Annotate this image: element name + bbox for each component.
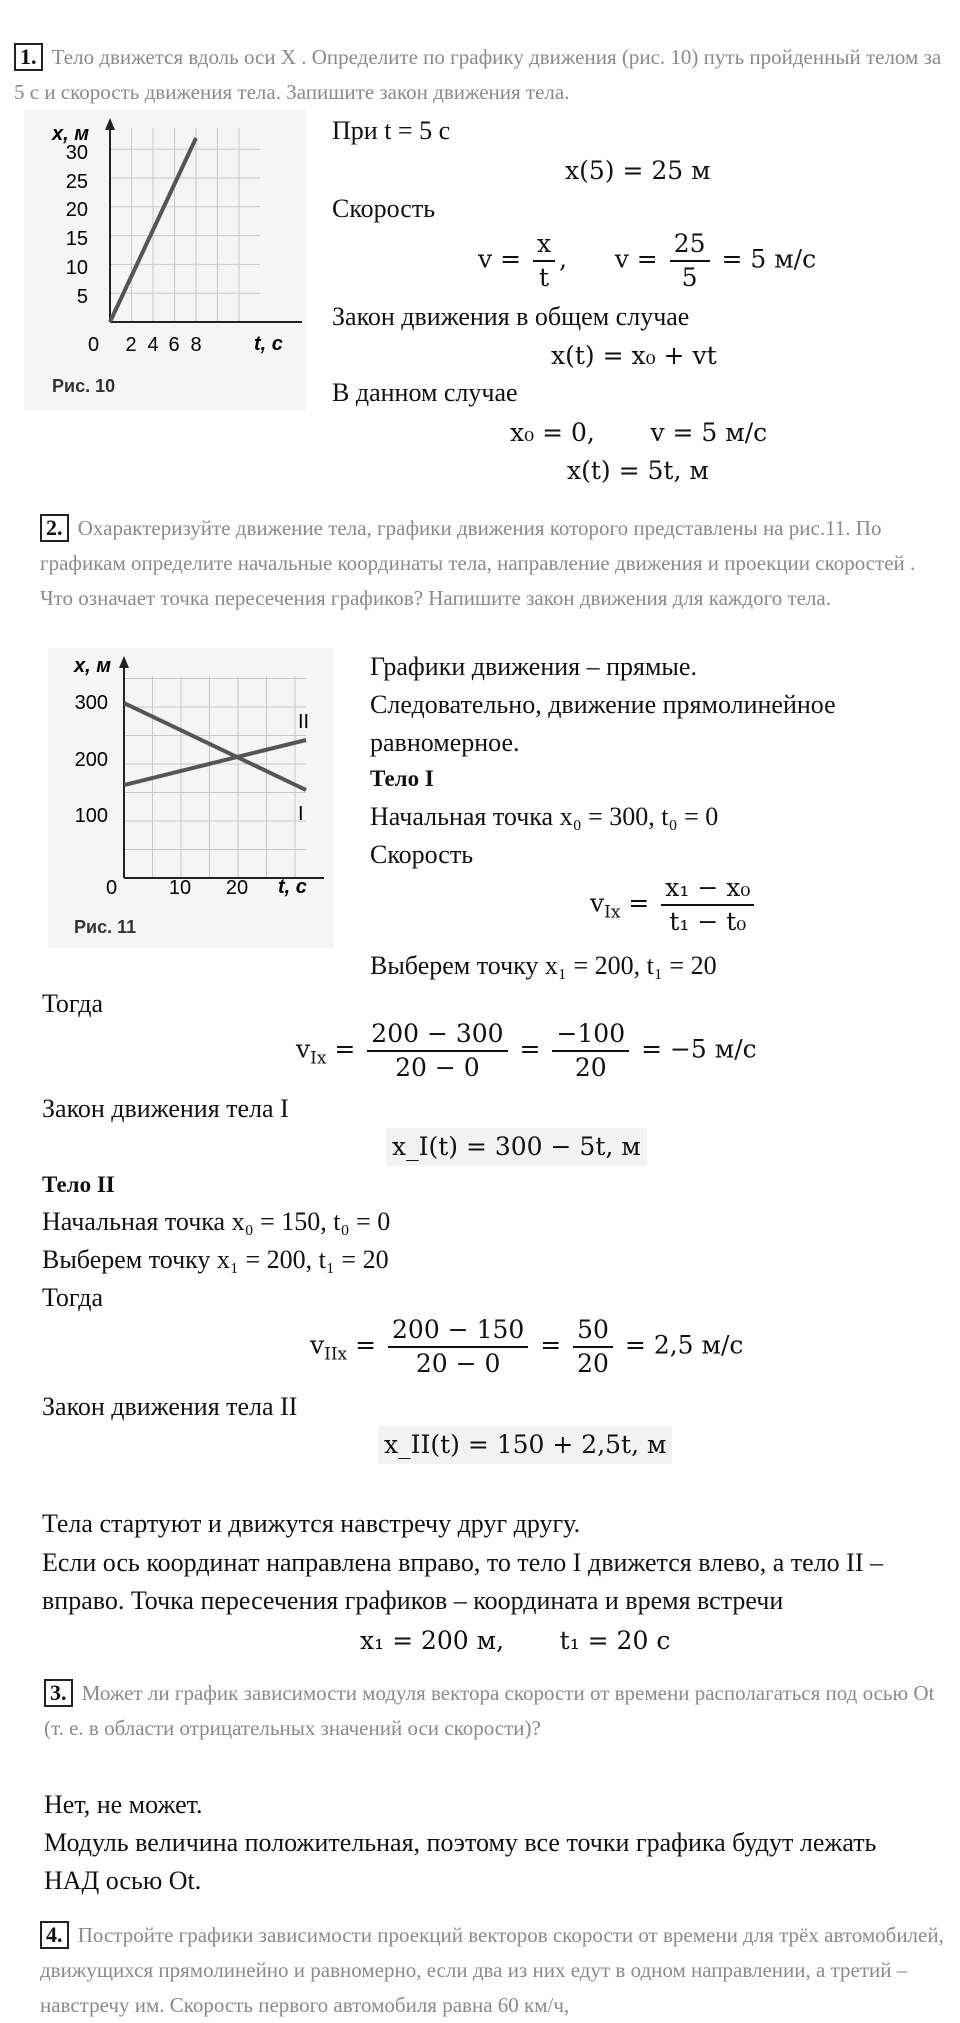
p2-line23: x₁ = 200 м, t₁ = 20 с bbox=[360, 1626, 671, 1655]
figure-11-origin: 0 bbox=[106, 877, 118, 899]
fraction: $\frac{200 - 150}{20 - 0}$ bbox=[388, 1314, 528, 1380]
fraction: $\frac{\text{x₁ − x₀}}{\text{t₁ − t₀}}$ bbox=[661, 872, 754, 938]
p2-line15: Выберем точку x₁ = 200, t₁ = 20 bbox=[42, 1245, 389, 1274]
figure-10-ytick: 5 bbox=[76, 286, 88, 308]
figure-10-xtick: 6 bbox=[168, 334, 180, 356]
fraction: $\frac{50}{20}$ bbox=[573, 1314, 613, 1380]
figure-10-graph bbox=[24, 110, 306, 410]
figure-11-ylabel: x, м bbox=[74, 655, 112, 677]
figure-11-xtick: 20 bbox=[225, 877, 249, 899]
problem-4-number: 4. bbox=[40, 1921, 69, 1949]
p2-line11: Закон движения тела I bbox=[42, 1094, 289, 1123]
figure-10-ytick: 15 bbox=[65, 228, 88, 250]
figure-10-xtick: 4 bbox=[147, 334, 159, 356]
figure-11-caption: Рис. 11 bbox=[74, 917, 137, 937]
figure-11-xlabel: t, c bbox=[278, 876, 307, 898]
p1-line5: Закон движения в общем случае bbox=[332, 302, 690, 331]
p2-line21: Если ось координат направлена вправо, то тело I движется влево, а тело II – bbox=[42, 1548, 884, 1577]
p1-line2: x(5) = 25 м bbox=[565, 156, 711, 185]
p2-vI-calc: $v_{Ix}$ = $\frac{200 - 300}{20 - 0}$ = $\frac{-100}{20}$ = −5 м/с bbox=[296, 1019, 757, 1082]
p2-line20: Тела стартуют и движутся навстречу друг другу. bbox=[42, 1509, 581, 1538]
figure-10-ytick: 30 bbox=[65, 142, 88, 164]
p3-line2: Модуль величина положительная, поэтому все точки графика будут лежать bbox=[44, 1828, 877, 1857]
figure-11-ytick: 200 bbox=[74, 749, 108, 771]
figure-11-ytick: 100 bbox=[74, 805, 108, 827]
figure-10-ytick: 10 bbox=[65, 257, 88, 279]
p1-line8: x₀ = 0, v = 5 м/с bbox=[510, 418, 768, 447]
fraction: $\frac{x}{t}$ bbox=[533, 228, 555, 294]
p2-body1-heading: Тело I bbox=[370, 766, 434, 791]
problem-3-number: 3. bbox=[44, 1679, 73, 1707]
p2-line1: Графики движения – прямые. bbox=[370, 652, 697, 681]
problem-2-text: Охарактеризуйте движение тела, графики движения которого представлены на рис.11. По графикам определите начальные координаты тела, направление движения и проекции скоростей . Что означает точка пересечения графиков? Напишите закон движения для каждого тела. bbox=[40, 516, 916, 610]
fraction: $\frac{-100}{20}$ bbox=[552, 1018, 629, 1084]
p1-line7: В данном случае bbox=[332, 378, 518, 407]
fraction: $\frac{25}{5}$ bbox=[670, 228, 710, 294]
p1-line1: При t = 5 с bbox=[332, 116, 451, 145]
p2-line5: Начальная точка x₀ = 300, t₀ = 0 bbox=[370, 802, 719, 831]
p1-speed-formula: v = $\frac{x}{t}$ , v = $\frac{25}{5}$ = 5 м/с bbox=[478, 229, 817, 292]
figure-10-xtick: 2 bbox=[125, 334, 137, 356]
figure-11-graph bbox=[48, 648, 334, 948]
figure-10-ylabel: x, м bbox=[52, 123, 90, 145]
problem-3-statement bbox=[44, 1676, 950, 1746]
p2-line18: Закон движения тела II bbox=[42, 1392, 298, 1421]
figure-11-label-II: II bbox=[298, 711, 310, 733]
problem-4-statement bbox=[40, 1918, 952, 2023]
problem-1-text: Тело движется вдоль оси X . Определите по графику движения (рис. 10) путь пройденный телом за 5 с и скорость движения тела. Запишите закон движения тела. bbox=[14, 45, 942, 104]
p2-law-I: x_I(t) = 300 − 5t, м bbox=[386, 1128, 647, 1166]
p2-line8: Выберем точку x₁ = 200, t₁ = 20 bbox=[370, 951, 717, 980]
p1-line3: Скорость bbox=[332, 194, 436, 223]
problem-3-text: Может ли график зависимости модуля вектора скорости от времени располагаться под осью Ot (т. е. в области отрицательных значений оси скорости)? bbox=[44, 1681, 935, 1740]
problem-4-text: Постройте графики зависимости проекций векторов скорости от времени для трёх автомобилей, движущихся прямолинейно и равномерно, если два из них едут в одном направлении, а третий – навстречу им. Скорость первого автомобиля равна 60 км/ч, bbox=[40, 1923, 944, 2017]
p2-vII-calc: $v_{IIx}$ = $\frac{200 - 150}{20 - 0}$ = $\frac{50}{20}$ = 2,5 м/с bbox=[310, 1315, 744, 1378]
p2-law-II: x_II(t) = 150 + 2,5t, м bbox=[378, 1426, 672, 1464]
problem-1-number: 1. bbox=[14, 43, 43, 71]
p2-line16: Тогда bbox=[42, 1283, 104, 1312]
fraction: $\frac{200 - 300}{20 - 0}$ bbox=[367, 1018, 507, 1084]
figure-11-xtick: 10 bbox=[168, 877, 192, 899]
problem-2-statement bbox=[40, 511, 950, 616]
p1-line9: x(t) = 5t, м bbox=[567, 456, 709, 485]
figure-10-caption: Рис. 10 bbox=[52, 376, 116, 396]
figure-11 bbox=[48, 648, 334, 948]
figure-10-xlabel: t, c bbox=[254, 333, 283, 355]
p1-line6: x(t) = x₀ + vt bbox=[551, 341, 717, 370]
p3-line1: Нет, не может. bbox=[44, 1790, 203, 1819]
figure-10-ytick: 20 bbox=[65, 199, 88, 221]
p2-line22: вправо. Точка пересечения графиков – координата и время встречи bbox=[42, 1586, 784, 1615]
p2-line6: Скорость bbox=[370, 840, 474, 869]
problem-2-number: 2. bbox=[40, 514, 69, 542]
p2-line14: Начальная точка x₀ = 150, t₀ = 0 bbox=[42, 1207, 391, 1236]
figure-10 bbox=[24, 110, 306, 410]
p2-line3: равномерное. bbox=[370, 728, 520, 757]
p2-vI-formula: $v_{Ix}$ = $\frac{\text{x₁ − x₀}}{\text{t₁ − t₀}}$ bbox=[590, 872, 758, 938]
figure-11-label-I: I bbox=[298, 803, 304, 825]
figure-11-ytick: 300 bbox=[74, 692, 108, 714]
figure-10-ytick: 25 bbox=[65, 171, 88, 193]
figure-10-origin: 0 bbox=[88, 334, 100, 356]
p2-line9: Тогда bbox=[42, 989, 104, 1018]
problem-1-statement bbox=[14, 40, 950, 110]
p2-body2-heading: Тело II bbox=[42, 1172, 115, 1197]
figure-10-xtick: 8 bbox=[190, 334, 202, 356]
p2-line2: Следовательно, движение прямолинейное bbox=[370, 690, 836, 719]
p3-line3: НАД осью Ot. bbox=[44, 1866, 202, 1895]
